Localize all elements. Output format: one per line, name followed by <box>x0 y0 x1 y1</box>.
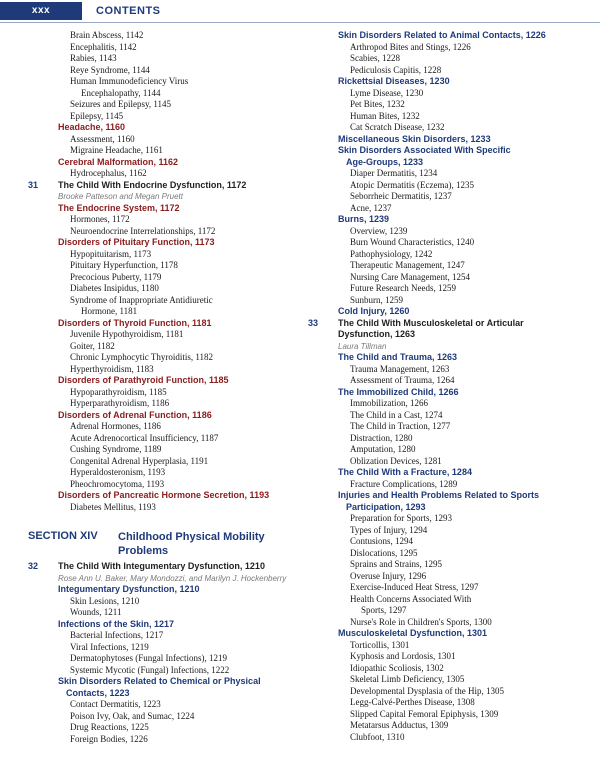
entry-text: Nursing Care Management, 1254 <box>350 271 470 282</box>
entry-text: Musculoskeletal Dysfunction, 1301 <box>338 628 488 638</box>
entry-text: Hydrocephalus, 1162 <box>70 168 147 178</box>
toc-topic-heading <box>28 318 294 330</box>
toc-topic-heading <box>28 676 294 688</box>
entry-text: Viral Infections, 1219 <box>70 641 149 652</box>
toc-subtopic <box>308 249 586 261</box>
toc-column-left <box>28 30 294 745</box>
entry-text: Participation, 1293 <box>346 501 426 512</box>
entry-text: Rickettsial Diseases, 1230 <box>338 76 450 86</box>
toc-topic-heading <box>308 134 586 146</box>
entry-text: Types of Injury, 1294 <box>350 524 428 535</box>
entry-text: Human Immunodeficiency Virus <box>70 76 189 86</box>
toc-subtopic <box>308 88 586 100</box>
entry-text: Brain Abscess, 1142 <box>70 30 144 40</box>
page-header <box>0 0 600 23</box>
entry-text: The Child With Musculoskeletal or Articular <box>338 317 524 328</box>
toc-subtopic <box>308 410 586 422</box>
entry-text: Juvenile Hypothyroidism, 1181 <box>70 329 184 339</box>
entry-text: Developmental Dysplasia of the Hip, 1305 <box>350 685 504 696</box>
toc-topic-heading <box>28 490 294 502</box>
entry-text: Precocious Puberty, 1179 <box>70 271 162 282</box>
toc-subtopic <box>308 697 586 709</box>
entry-text: Disorders of Adrenal Function, 1186 <box>58 409 212 420</box>
toc-subtopic <box>28 352 294 364</box>
entry-text: Diabetes Mellitus, 1193 <box>70 501 156 512</box>
entry-text: Cat Scratch Disease, 1232 <box>350 122 445 132</box>
toc-subtopic <box>28 444 294 456</box>
entry-text: Migraine Headache, 1161 <box>70 145 163 155</box>
entry-text: Reye Syndrome, 1144 <box>70 64 150 75</box>
entry-text: Distraction, 1280 <box>350 432 413 443</box>
entry-text: Oblization Devices, 1281 <box>350 455 442 466</box>
entry-text: Slipped Capital Femoral Epiphysis, 1309 <box>350 708 499 719</box>
entry-text: Legg-Calvé-Perthes Disease, 1308 <box>350 697 475 707</box>
toc-subtopic <box>28 249 294 261</box>
entry-text: Hyperthyroidism, 1183 <box>70 363 154 374</box>
entry-text: Health Concerns Associated With <box>350 593 472 604</box>
entry-text: Lyme Disease, 1230 <box>350 87 424 98</box>
chapter-authors <box>28 191 294 203</box>
entry-text: Cushing Syndrome, 1189 <box>70 444 162 454</box>
toc-subtopic <box>28 607 294 619</box>
toc-subtopic <box>28 456 294 468</box>
entry-text: Preparation for Sports, 1293 <box>350 513 452 523</box>
entry-text: Cold Injury, 1260 <box>338 306 410 316</box>
toc-subtopic-continued <box>28 306 294 318</box>
toc-subtopic <box>308 720 586 732</box>
entry-text: Wounds, 1211 <box>70 607 122 617</box>
toc-subtopic <box>28 502 294 514</box>
running-head-title: CONTENTS <box>96 5 161 17</box>
toc-subtopic <box>28 226 294 238</box>
chapter-authors <box>308 341 586 353</box>
entry-text: Chronic Lymphocytic Thyroiditis, 1182 <box>70 352 213 362</box>
toc-column-right <box>308 30 586 743</box>
toc-subtopic <box>308 686 586 698</box>
toc-subtopic <box>28 260 294 272</box>
toc-subtopic <box>308 651 586 663</box>
toc-subtopic <box>308 421 586 433</box>
entry-text: Disorders of Pituitary Function, 1173 <box>58 237 215 247</box>
toc-topic-heading <box>308 502 586 514</box>
toc-subtopic <box>28 479 294 491</box>
toc-subtopic <box>308 283 586 295</box>
entry-text: The Immobilized Child, 1266 <box>338 386 459 397</box>
entry-text: Skin Disorders Related to Chemical or Physical <box>58 676 261 686</box>
entry-text: Age-Groups, 1233 <box>346 156 424 167</box>
entry-text: Drug Reactions, 1225 <box>70 722 149 732</box>
toc-topic-heading <box>28 203 294 215</box>
entry-text: Contacts, 1223 <box>66 687 130 698</box>
entry-text: Skin Disorders Related to Animal Contacts, 1226 <box>338 30 546 40</box>
toc-subtopic <box>28 76 294 88</box>
toc-topic-heading <box>28 410 294 422</box>
entry-text: Burn Wound Characteristics, 1240 <box>350 237 475 247</box>
section-number: SECTION XIV <box>28 530 98 542</box>
section-heading <box>28 523 294 557</box>
toc-topic-heading <box>308 306 586 318</box>
entry-text: Diaper Dermatitis, 1234 <box>350 168 438 178</box>
entry-text: Hyperparathyroidism, 1186 <box>70 398 170 408</box>
entry-text: Goiter, 1182 <box>70 340 115 351</box>
toc-subtopic <box>308 203 586 215</box>
entry-text: Exercise-Induced Heat Stress, 1297 <box>350 582 479 592</box>
toc-subtopic <box>308 582 586 594</box>
entry-text: Sunburn, 1259 <box>350 294 404 305</box>
toc-subtopic <box>28 329 294 341</box>
entry-text: Encephalopathy, 1144 <box>81 87 161 98</box>
entry-text: The Child With Endocrine Dysfunction, 1172 <box>58 179 247 190</box>
entry-text: Pet Bites, 1232 <box>350 99 405 109</box>
entry-text: Nurse's Role in Children's Sports, 1300 <box>350 616 492 627</box>
toc-subtopic <box>308 122 586 134</box>
entry-text: Dislocations, 1295 <box>350 547 418 558</box>
section-title: Childhood Physical Mobility Problems <box>118 531 265 557</box>
toc-subtopic <box>28 42 294 54</box>
toc-subtopic <box>308 364 586 376</box>
toc-subtopic <box>28 53 294 65</box>
entry-text: Integumentary Dysfunction, 1210 <box>58 584 200 594</box>
entry-text: Poison Ivy, Oak, and Sumac, 1224 <box>70 710 195 721</box>
toc-topic-heading <box>28 237 294 249</box>
toc-subtopic <box>28 341 294 353</box>
toc-topic-heading <box>28 619 294 631</box>
entry-text: The Child With Integumentary Dysfunction, 1210 <box>58 561 265 571</box>
chapter-number: 32 <box>28 561 39 571</box>
toc-subtopic <box>28 398 294 410</box>
entry-text: Hyperaldosteronism, 1193 <box>70 467 166 477</box>
entry-text: Rose Ann U. Baker, Mary Mondozzi, and Marilyn J. Hockenberry <box>58 573 287 583</box>
entry-text: Human Bites, 1232 <box>350 110 420 121</box>
toc-subtopic <box>28 111 294 123</box>
entry-text: Pediculosis Capitis, 1228 <box>350 64 442 75</box>
entry-text: Systemic Mycotic (Fungal) Infections, 1222 <box>70 664 230 675</box>
page-number-tab: xxx <box>0 2 82 20</box>
toc-subtopic <box>28 665 294 677</box>
entry-text: Therapeutic Management, 1247 <box>350 260 465 270</box>
chapter-authors <box>28 573 294 585</box>
toc-subtopic <box>308 732 586 744</box>
toc-subtopic <box>308 111 586 123</box>
entry-text: Overview, 1239 <box>350 225 408 236</box>
entry-text: Dysfunction, 1263 <box>338 329 416 339</box>
toc-topic-heading <box>308 157 586 169</box>
toc-subtopic <box>308 674 586 686</box>
toc-topic-heading <box>308 76 586 88</box>
entry-text: The Child and Trauma, 1263 <box>338 352 458 362</box>
toc-subtopic <box>308 536 586 548</box>
entry-text: Contact Dermatitis, 1223 <box>70 699 161 709</box>
toc-subtopic <box>308 168 586 180</box>
toc-topic-heading <box>308 628 586 640</box>
entry-text: Laura Tillman <box>338 341 387 351</box>
toc-subtopic <box>308 571 586 583</box>
toc-topic-heading <box>308 467 586 479</box>
toc-topic-heading <box>308 30 586 42</box>
toc-subtopic <box>308 99 586 111</box>
toc-subtopic <box>28 295 294 307</box>
toc-subtopic <box>28 387 294 399</box>
entry-text: Sports, 1297 <box>361 605 407 615</box>
entry-text: Kyphosis and Lordosis, 1301 <box>350 651 456 661</box>
toc-subtopic-continued <box>28 88 294 100</box>
entry-text: Skeletal Limb Deficiency, 1305 <box>350 674 465 684</box>
toc-subtopic <box>308 272 586 284</box>
toc-subtopic <box>308 433 586 445</box>
toc-topic-heading <box>28 157 294 169</box>
toc-topic-heading <box>308 490 586 502</box>
entry-text: Fracture Complications, 1289 <box>350 478 458 489</box>
entry-text: Bacterial Infections, 1217 <box>70 630 164 640</box>
toc-subtopic <box>28 214 294 226</box>
entry-text: Hypoparathyroidism, 1185 <box>70 386 167 397</box>
toc-subtopic <box>308 513 586 525</box>
entry-text: Cerebral Malformation, 1162 <box>58 156 179 167</box>
toc-subtopic <box>308 42 586 54</box>
toc-subtopic <box>28 596 294 608</box>
entry-text: Disorders of Pancreatic Hormone Secretion, 1193 <box>58 490 270 500</box>
entry-text: Clubfoot, 1310 <box>350 731 405 742</box>
toc-subtopic <box>308 525 586 537</box>
entry-text: Dermatophytoses (Fungal Infections), 1219 <box>70 653 227 663</box>
toc-subtopic <box>308 709 586 721</box>
toc-subtopic <box>308 53 586 65</box>
chapter-title <box>28 561 294 573</box>
toc-subtopic <box>308 398 586 410</box>
entry-text: Infections of the Skin, 1217 <box>58 618 175 629</box>
toc-subtopic-continued <box>308 605 586 617</box>
toc-subtopic <box>308 180 586 192</box>
entry-text: Sprains and Strains, 1295 <box>350 559 442 569</box>
toc-topic-heading <box>308 352 586 364</box>
toc-subtopic <box>28 272 294 284</box>
entry-text: Torticollis, 1301 <box>350 639 410 650</box>
chapter-title <box>308 318 586 330</box>
toc-subtopic <box>308 617 586 629</box>
toc-subtopic <box>308 226 586 238</box>
toc-subtopic <box>28 283 294 295</box>
entry-text: Hypopituitarism, 1173 <box>70 248 152 259</box>
toc-topic-heading <box>308 387 586 399</box>
toc-subtopic <box>28 421 294 433</box>
toc-subtopic <box>28 734 294 746</box>
entry-text: Injuries and Health Problems Related to Sports <box>338 490 540 500</box>
entry-text: The Child in a Cast, 1274 <box>350 409 443 420</box>
toc-subtopic <box>28 364 294 376</box>
toc-topic-heading <box>28 375 294 387</box>
toc-subtopic <box>28 642 294 654</box>
toc-subtopic <box>308 260 586 272</box>
entry-text: The Endocrine System, 1172 <box>58 202 180 213</box>
entry-text: Encephalitis, 1142 <box>70 41 137 52</box>
entry-text: Seborrheic Dermatitis, 1237 <box>350 191 452 201</box>
entry-text: Burns, 1239 <box>338 214 390 224</box>
entry-text: Amputation, 1280 <box>350 444 416 454</box>
toc-subtopic <box>308 640 586 652</box>
chapter-title <box>28 180 294 192</box>
entry-text: Neuroendocrine Interrelationships, 1172 <box>70 225 216 236</box>
entry-text: Miscellaneous Skin Disorders, 1233 <box>338 133 491 144</box>
toc-subtopic <box>28 433 294 445</box>
toc-subtopic <box>28 65 294 77</box>
entry-text: Skin Disorders Associated With Specific <box>338 145 511 155</box>
chapter-number: 33 <box>308 317 319 328</box>
toc-topic-heading <box>308 214 586 226</box>
entry-text: Syndrome of Inappropriate Antidiuretic <box>70 294 213 305</box>
entry-text: Foreign Bodies, 1226 <box>70 733 148 744</box>
entry-text: Hormone, 1181 <box>81 306 138 316</box>
entry-text: Immobilization, 1266 <box>350 398 428 408</box>
entry-text: Disorders of Thyroid Function, 1181 <box>58 317 212 328</box>
entry-text: Disorders of Parathyroid Function, 1185 <box>58 375 229 385</box>
entry-text: Adrenal Hormones, 1186 <box>70 421 161 431</box>
toc-subtopic <box>28 722 294 734</box>
entry-text: The Child With a Fracture, 1284 <box>338 467 472 477</box>
toc-subtopic <box>308 479 586 491</box>
toc-subtopic <box>28 653 294 665</box>
toc-subtopic <box>28 711 294 723</box>
entry-text: Congenital Adrenal Hyperplasia, 1191 <box>70 455 209 466</box>
toc-subtopic <box>28 30 294 42</box>
entry-text: Seizures and Epilepsy, 1145 <box>70 99 172 109</box>
entry-text: Epilepsy, 1145 <box>70 110 124 121</box>
entry-text: Metatarsus Adductus, 1309 <box>350 720 449 730</box>
entry-text: Acne, 1237 <box>350 202 392 213</box>
toc-subtopic <box>28 99 294 111</box>
entry-text: Contusions, 1294 <box>350 536 414 546</box>
toc-subtopic <box>28 630 294 642</box>
entry-text: Assessment of Trauma, 1264 <box>350 375 455 385</box>
toc-topic-heading <box>28 122 294 134</box>
toc-subtopic <box>28 467 294 479</box>
entry-text: Atopic Dermatitis (Eczema), 1235 <box>350 179 474 190</box>
toc-subtopic <box>308 237 586 249</box>
entry-text: Hormones, 1172 <box>70 214 130 224</box>
entry-text: Trauma Management, 1263 <box>350 363 450 374</box>
toc-subtopic <box>308 191 586 203</box>
toc-subtopic <box>28 699 294 711</box>
chapter-number: 31 <box>28 179 39 190</box>
entry-text: Arthropod Bites and Stings, 1226 <box>350 41 471 52</box>
toc-subtopic <box>308 65 586 77</box>
entry-text: Idiopathic Scoliosis, 1302 <box>350 662 444 673</box>
entry-text: Rabies, 1143 <box>70 53 117 63</box>
entry-text: Assessment, 1160 <box>70 133 135 144</box>
toc-topic-heading <box>28 688 294 700</box>
entry-text: Acute Adrenocortical Insufficiency, 1187 <box>70 432 219 443</box>
toc-subtopic <box>308 548 586 560</box>
entry-text: Scabies, 1228 <box>350 53 400 63</box>
chapter-title <box>308 329 586 341</box>
toc-subtopic <box>308 594 586 606</box>
toc-subtopic <box>308 295 586 307</box>
entry-text: Pathophysiology, 1242 <box>350 248 433 259</box>
toc-subtopic <box>308 663 586 675</box>
entry-text: Future Research Needs, 1259 <box>350 283 456 293</box>
entry-text: Brooke Patteson and Megan Pruett <box>58 192 183 201</box>
entry-text: Pituitary Hyperfunction, 1178 <box>70 260 178 270</box>
entry-text: Overuse Injury, 1296 <box>350 570 427 581</box>
toc-topic-heading <box>308 145 586 157</box>
toc-subtopic <box>28 134 294 146</box>
entry-text: Skin Lesions, 1210 <box>70 595 140 606</box>
toc-subtopic <box>308 444 586 456</box>
toc-subtopic <box>308 375 586 387</box>
toc-subtopic <box>308 456 586 468</box>
toc-subtopic <box>28 145 294 157</box>
entry-text: The Child in Traction, 1277 <box>350 421 451 431</box>
toc-topic-heading <box>28 584 294 596</box>
entry-text: Pheochromocytoma, 1193 <box>70 478 165 489</box>
toc-subtopic <box>308 559 586 571</box>
entry-text: Diabetes Insipidus, 1180 <box>70 283 159 293</box>
entry-text: Headache, 1160 <box>58 122 126 132</box>
toc-subtopic <box>28 168 294 180</box>
